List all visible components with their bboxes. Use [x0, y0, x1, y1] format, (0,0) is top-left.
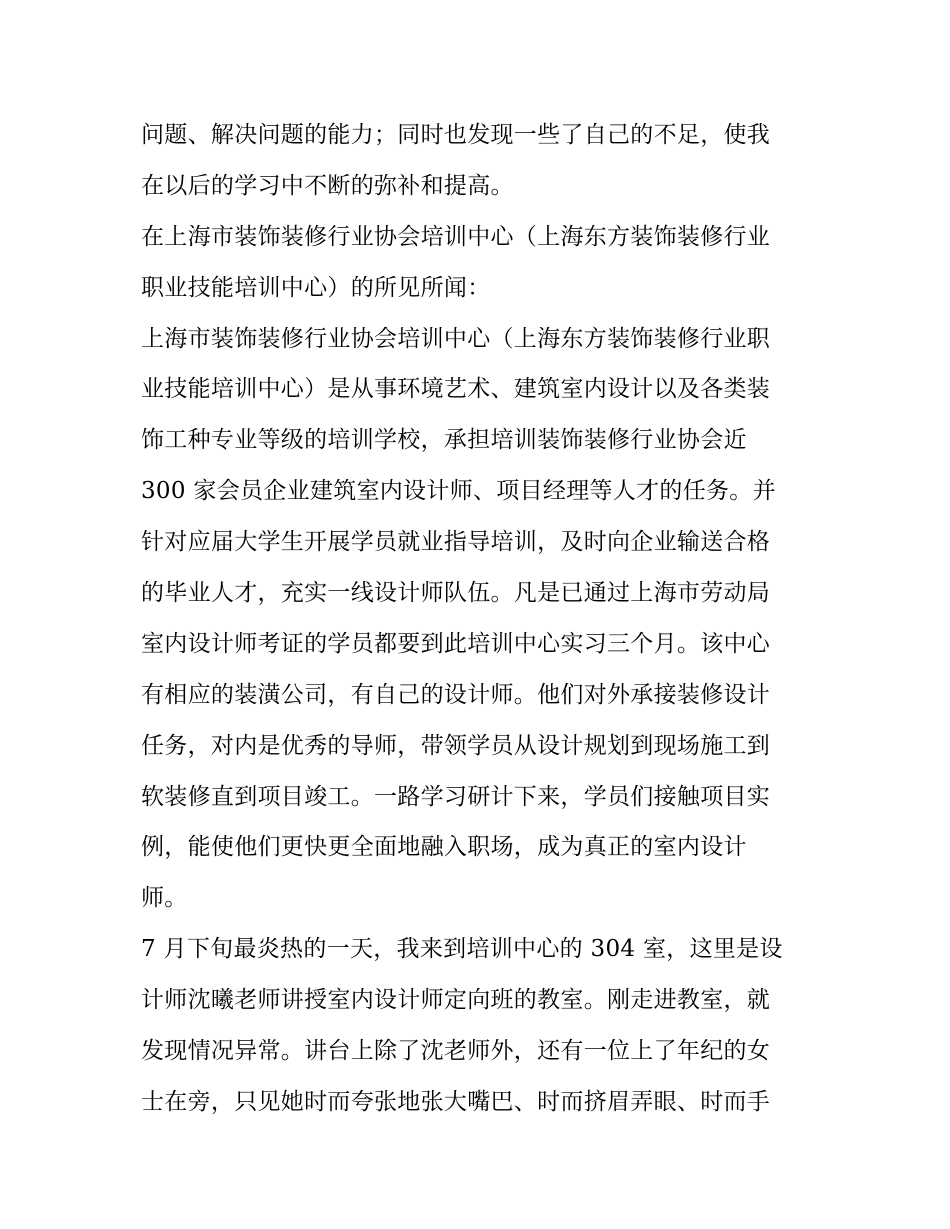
text-line: 例，能使他们更快更全面地融入职场，成为真正的室内设计: [141, 834, 747, 861]
text-line: 室内设计师考证的学员都要到此培训中心实习三个月。该中心: [141, 630, 771, 657]
text-line: 士在旁，只见她时而夸张地张大嘴巴、时而挤眉弄眼、时而手: [141, 1088, 771, 1115]
text-line: 职业技能培训中心）的所见所闻：: [141, 274, 491, 301]
text-line: 师。: [141, 885, 188, 912]
body-text: [141, 110, 821, 1128]
text-line: 任务，对内是优秀的导师，带领学员从设计规划到现场施工到: [141, 732, 771, 759]
text-line: 计师沈曦老师讲授室内设计师定向班的教室。刚走进教室，就: [141, 987, 771, 1014]
text-line: 在上海市装饰装修行业协会培训中心（上海东方装饰装修行业: [141, 223, 771, 250]
text-line: 7 月下旬最炎热的一天，我来到培训中心的 304 室，这里是设: [141, 936, 783, 963]
text-line: 问题、解决问题的能力；同时也发现一些了自己的不足，使我: [141, 122, 771, 148]
text-line: 有相应的装潢公司，有自己的设计师。他们对外承接装修设计: [141, 681, 771, 708]
text-line: 业技能培训中心）是从事环境艺术、建筑室内设计以及各类装: [141, 376, 771, 403]
text-line: 饰工种专业等级的培训学校，承担培训装饰装修行业协会近: [141, 427, 747, 454]
text-line: 针对应届大学生开展学员就业指导培训，及时向企业输送合格: [141, 529, 771, 556]
text-line: 上海市装饰装修行业协会培训中心（上海东方装饰装修行业职: [141, 325, 771, 352]
text-line: 在以后的学习中不断的弥补和提高。: [141, 172, 514, 199]
text-line: 发现情况异常。讲台上除了沈老师外，还有一位上了年纪的女: [141, 1038, 771, 1065]
text-line: 300 家会员企业建筑室内设计师、项目经理等人才的任务。并: [141, 478, 776, 505]
text-line: 的毕业人才，充实一线设计师队伍。凡是已通过上海市劳动局: [141, 580, 771, 607]
text-line: 软装修直到项目竣工。一路学习研计下来，学员们接触项目实: [141, 783, 771, 810]
